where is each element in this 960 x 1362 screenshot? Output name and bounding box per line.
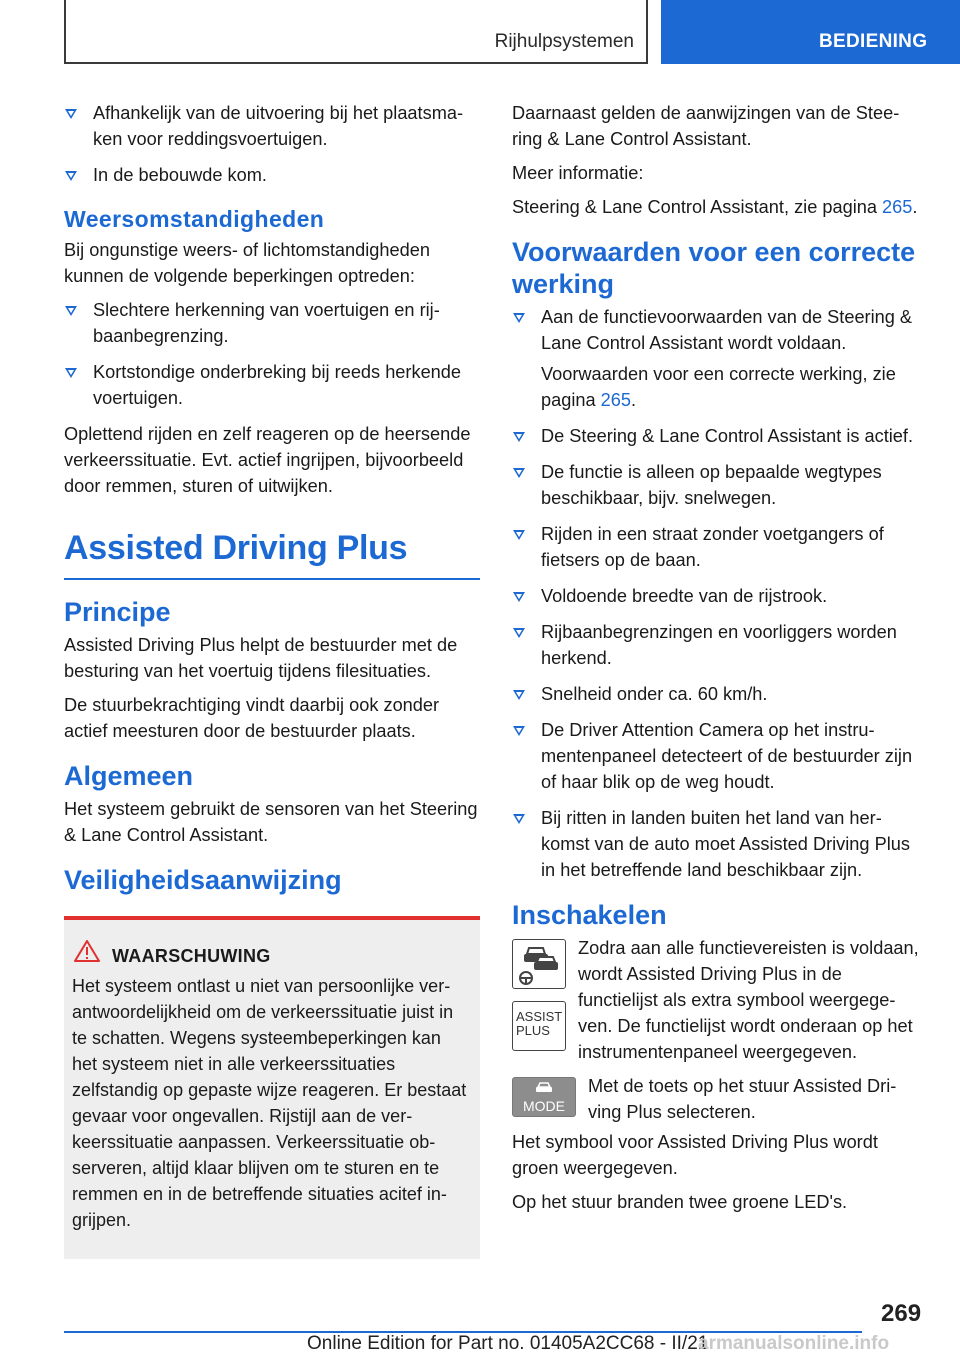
weather-outro: Oplettend rijden en zelf reageren op de heersende verkeerssituatie. Evt. actief ingrijpen, bijvoorbeeld door remmen, sturen of uitwijken. bbox=[64, 424, 471, 496]
right-column bbox=[512, 100, 922, 1223]
list-item-text: Kortstondige onderbreking bij reeds herkende voertuigen. bbox=[93, 362, 462, 408]
warning-box bbox=[64, 916, 480, 1259]
activate-paragraph: Zodra aan alle functievereisten is voldaan, wordt Assisted Driving Plus in de functielijst als extra symbool weergegeven. De functielijst wordt onderaan op het instrumentenpaneel weergegeven. bbox=[578, 938, 919, 1062]
page-title: Assisted Driving Plus bbox=[64, 529, 480, 580]
principle-paragraph: Assisted Driving Plus helpt de bestuurder met de besturing van het voertuig tijdens filesituaties. bbox=[64, 635, 458, 681]
list-item bbox=[512, 805, 922, 883]
bullet-triangle-icon bbox=[513, 592, 525, 602]
list-item-text: De Driver Attention Camera op het instrumentenpaneel detecteert of de bestuurder zijn of haar blik op de weg houdt. bbox=[541, 720, 913, 792]
weather-intro: Bij ongunstige weers- of lichtomstandigheden kunnen de volgende beperkingen optreden: bbox=[64, 240, 430, 286]
bullet-triangle-icon bbox=[513, 432, 525, 442]
warning-title: WAARSCHUWING bbox=[112, 946, 271, 966]
header-tab-box bbox=[661, 0, 960, 64]
bullet-triangle-icon bbox=[513, 313, 525, 323]
warning-triangle-icon bbox=[74, 940, 100, 967]
list-item bbox=[64, 297, 480, 349]
list-item-text: Rijbaanbegrenzingen en voorliggers worden herkend. bbox=[541, 622, 897, 668]
list-item-text: Aan de functievoorwaarden van de Steering & Lane Control Assistant wordt voldaan. bbox=[541, 307, 913, 353]
activate-paragraph: Het symbool voor Assisted Driving Plus wordt groen weergegeven. bbox=[512, 1132, 878, 1178]
list-item-text: De Steering & Lane Control Assistant is actief. bbox=[541, 426, 914, 446]
page-number: 269 bbox=[881, 1300, 922, 1327]
list-item-text: Slechtere herkenning van voertuigen en rijbaanbegrenzing. bbox=[93, 300, 440, 346]
section-title: Rijhulpsystemen bbox=[494, 31, 634, 52]
bullet-triangle-icon bbox=[513, 530, 525, 540]
bullet-triangle-icon bbox=[513, 628, 525, 638]
list-item-text: Bij ritten in landen buiten het land van herkomst van de auto moet Assisted Driving Plus in het betreffende land beschikbaar zijn. bbox=[541, 808, 910, 880]
page-link[interactable]: 265 bbox=[882, 197, 913, 217]
intro-paragraph: Daarnaast gelden de aanwijzingen van de Steering & Lane Control Assistant. bbox=[512, 103, 900, 149]
general-paragraph: Het systeem gebruikt de sensoren van het Steering & Lane Control Assistant. bbox=[64, 799, 478, 845]
list-item-text: Rijden in een straat zonder voetgangers of fietsers op de baan. bbox=[541, 524, 884, 570]
list-item bbox=[64, 359, 480, 411]
list-item bbox=[512, 583, 922, 609]
list-item bbox=[512, 619, 922, 671]
list-item bbox=[512, 304, 922, 413]
activate-paragraph: Met de toets op het stuur Assisted Driving Plus selecteren. bbox=[588, 1076, 897, 1122]
activate-heading: Inschakelen bbox=[512, 900, 667, 930]
list-item bbox=[64, 100, 480, 152]
bullet-triangle-icon bbox=[513, 814, 525, 824]
bullet-triangle-icon bbox=[513, 726, 525, 736]
assist-label: ASSIST bbox=[516, 1009, 563, 1024]
mode-label: MODE bbox=[523, 1098, 565, 1114]
watermark: armanualsonline.info bbox=[698, 1333, 890, 1354]
activate-block bbox=[512, 935, 922, 1065]
weather-heading: Weersomstandigheden bbox=[64, 206, 325, 232]
conditions-heading: Voorwaarden voor een correcte werking bbox=[512, 237, 916, 299]
left-column bbox=[64, 100, 480, 1259]
subtext-end: . bbox=[631, 390, 637, 410]
more-info-label: Meer informatie: bbox=[512, 163, 644, 183]
bullet-triangle-icon bbox=[513, 690, 525, 700]
mode-button-icon bbox=[512, 1077, 576, 1117]
list-item bbox=[64, 162, 480, 188]
list-item-text: Voldoende breedte van de rijstrook. bbox=[541, 586, 828, 606]
principle-heading: Principe bbox=[64, 597, 171, 627]
chapter-tab: BEDIENING bbox=[819, 31, 928, 52]
list-item-text: De functie is alleen op bepaalde wegtypes beschikbaar, bijv. snelwegen. bbox=[541, 462, 882, 508]
list-item bbox=[512, 459, 922, 511]
page-link[interactable]: 265 bbox=[600, 390, 632, 410]
edition-text: Online Edition for Part no. 01405A2CC68 - II/21 bbox=[307, 1333, 709, 1354]
bullet-triangle-icon bbox=[65, 171, 77, 181]
mode-block bbox=[512, 1073, 922, 1129]
reference-paragraph bbox=[512, 194, 922, 220]
list-item-text: In de bebouwde kom. bbox=[93, 165, 267, 185]
subtext: Voorwaarden voor een correcte werking, zie pagina bbox=[541, 364, 896, 410]
list-item bbox=[512, 521, 922, 573]
list-item-text: Afhankelijk van de uitvoering bij het plaatsmaken voor reddingsvoertuigen. bbox=[93, 103, 464, 149]
assist-plus-icon bbox=[512, 1001, 566, 1051]
safety-heading: Veiligheidsaanwijzing bbox=[64, 865, 342, 895]
bullet-triangle-icon bbox=[65, 368, 77, 378]
warning-text: Het systeem ontlast u niet van persoonlijke verantwoordelijkheid om de verkeerssituatie juist in te schatten. Wegens systeembeperkingen kan het systeem niet in alle verkeerssituaties zelfstandig op gepaste wijze reageren. Er bestaat gevaar voor ongevallen. Rijstijl aan de verkeerssituatie aanpassen. Verkeerssituatie observeren, altijd klaar blijven om te sturen en te remmen en in de betreffende situaties acitef ingrijpen. bbox=[72, 976, 467, 1230]
list-item-subtext bbox=[541, 361, 922, 413]
list-item-text: Snelheid onder ca. 60 km/h. bbox=[541, 684, 768, 704]
principle-paragraph: De stuurbekrachtiging vindt daarbij ook zonder actief meesturen door de bestuurder plaats. bbox=[64, 695, 440, 741]
bullet-triangle-icon bbox=[65, 109, 77, 119]
activate-paragraph: Op het stuur branden twee groene LED's. bbox=[512, 1192, 848, 1212]
list-item bbox=[512, 681, 922, 707]
plus-label: PLUS bbox=[516, 1023, 550, 1038]
bullet-triangle-icon bbox=[65, 306, 77, 316]
list-item bbox=[512, 717, 922, 795]
list-item bbox=[512, 423, 922, 449]
reference-end: . bbox=[912, 197, 918, 217]
reference-text: Steering & Lane Control Assistant, zie pagina bbox=[512, 197, 883, 217]
general-heading: Algemeen bbox=[64, 761, 194, 791]
steering-assist-icon bbox=[512, 939, 566, 989]
header-section-box bbox=[64, 0, 648, 64]
bullet-triangle-icon bbox=[513, 468, 525, 478]
